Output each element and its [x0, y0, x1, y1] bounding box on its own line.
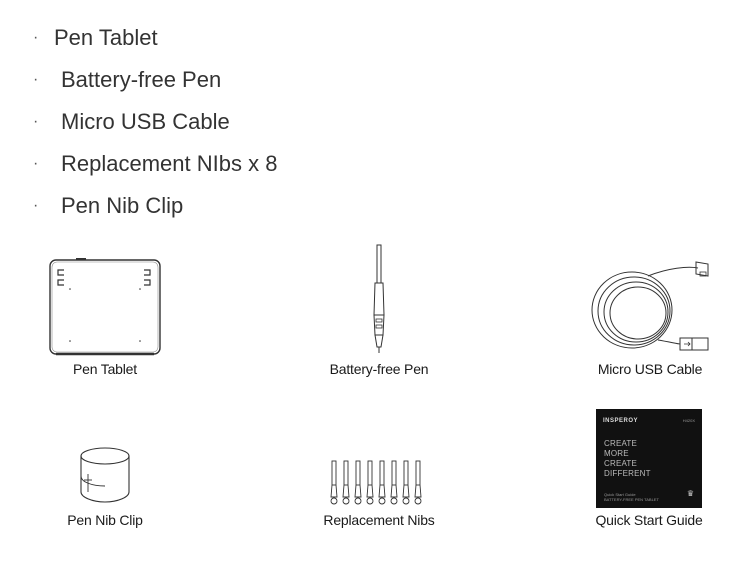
replacement-nibs-item — [329, 459, 429, 509]
micro-usb-cable-item — [588, 258, 712, 358]
list-item-label: Battery-free Pen — [61, 67, 222, 92]
bullet: · — [33, 155, 39, 172]
pen-tablet-caption: Pen Tablet — [73, 361, 137, 377]
pen-nib-clip-caption: Pen Nib Clip — [67, 512, 143, 528]
list-item-label: Replacement NIbs x 8 — [61, 151, 278, 176]
pen-tablet-item — [48, 258, 162, 358]
quick-start-guide-caption: Quick Start Guide — [595, 512, 703, 528]
pen-tablet-icon — [48, 258, 162, 358]
pen-nib-clip-item — [78, 446, 132, 508]
battery-free-pen-item — [369, 243, 389, 358]
nib-clip-icon — [78, 446, 132, 508]
guide-subtitle-2: BATTERY-FREE PEN TABLET — [604, 497, 659, 502]
list-item-label: Pen Nib Clip — [61, 193, 184, 218]
micro-usb-cable-caption: Micro USB Cable — [597, 361, 703, 377]
replacement-nibs-caption: Replacement Nibs — [323, 512, 435, 528]
stylus-icon — [369, 243, 389, 358]
guide-code: H420X — [682, 418, 695, 423]
bullet: · — [33, 29, 39, 46]
bullet: · — [33, 113, 39, 130]
crown-icon: ♛ — [686, 489, 694, 498]
nibs-icon — [329, 459, 429, 509]
bullet: · — [33, 197, 39, 214]
guide-brand: INSPEROY — [603, 418, 639, 424]
battery-free-pen-caption: Battery-free Pen — [329, 361, 429, 377]
guide-subtitle: Quick Start Guide — [604, 492, 636, 497]
list-item-label: Pen Tablet — [54, 25, 158, 50]
coiled-cable-icon — [588, 258, 712, 358]
list-item-label: Micro USB Cable — [61, 109, 230, 134]
bullet: · — [33, 71, 39, 88]
guide-booklet-icon — [596, 409, 702, 508]
guide-slogan: CREATE MORE CREATE DIFFERENT — [604, 439, 651, 478]
